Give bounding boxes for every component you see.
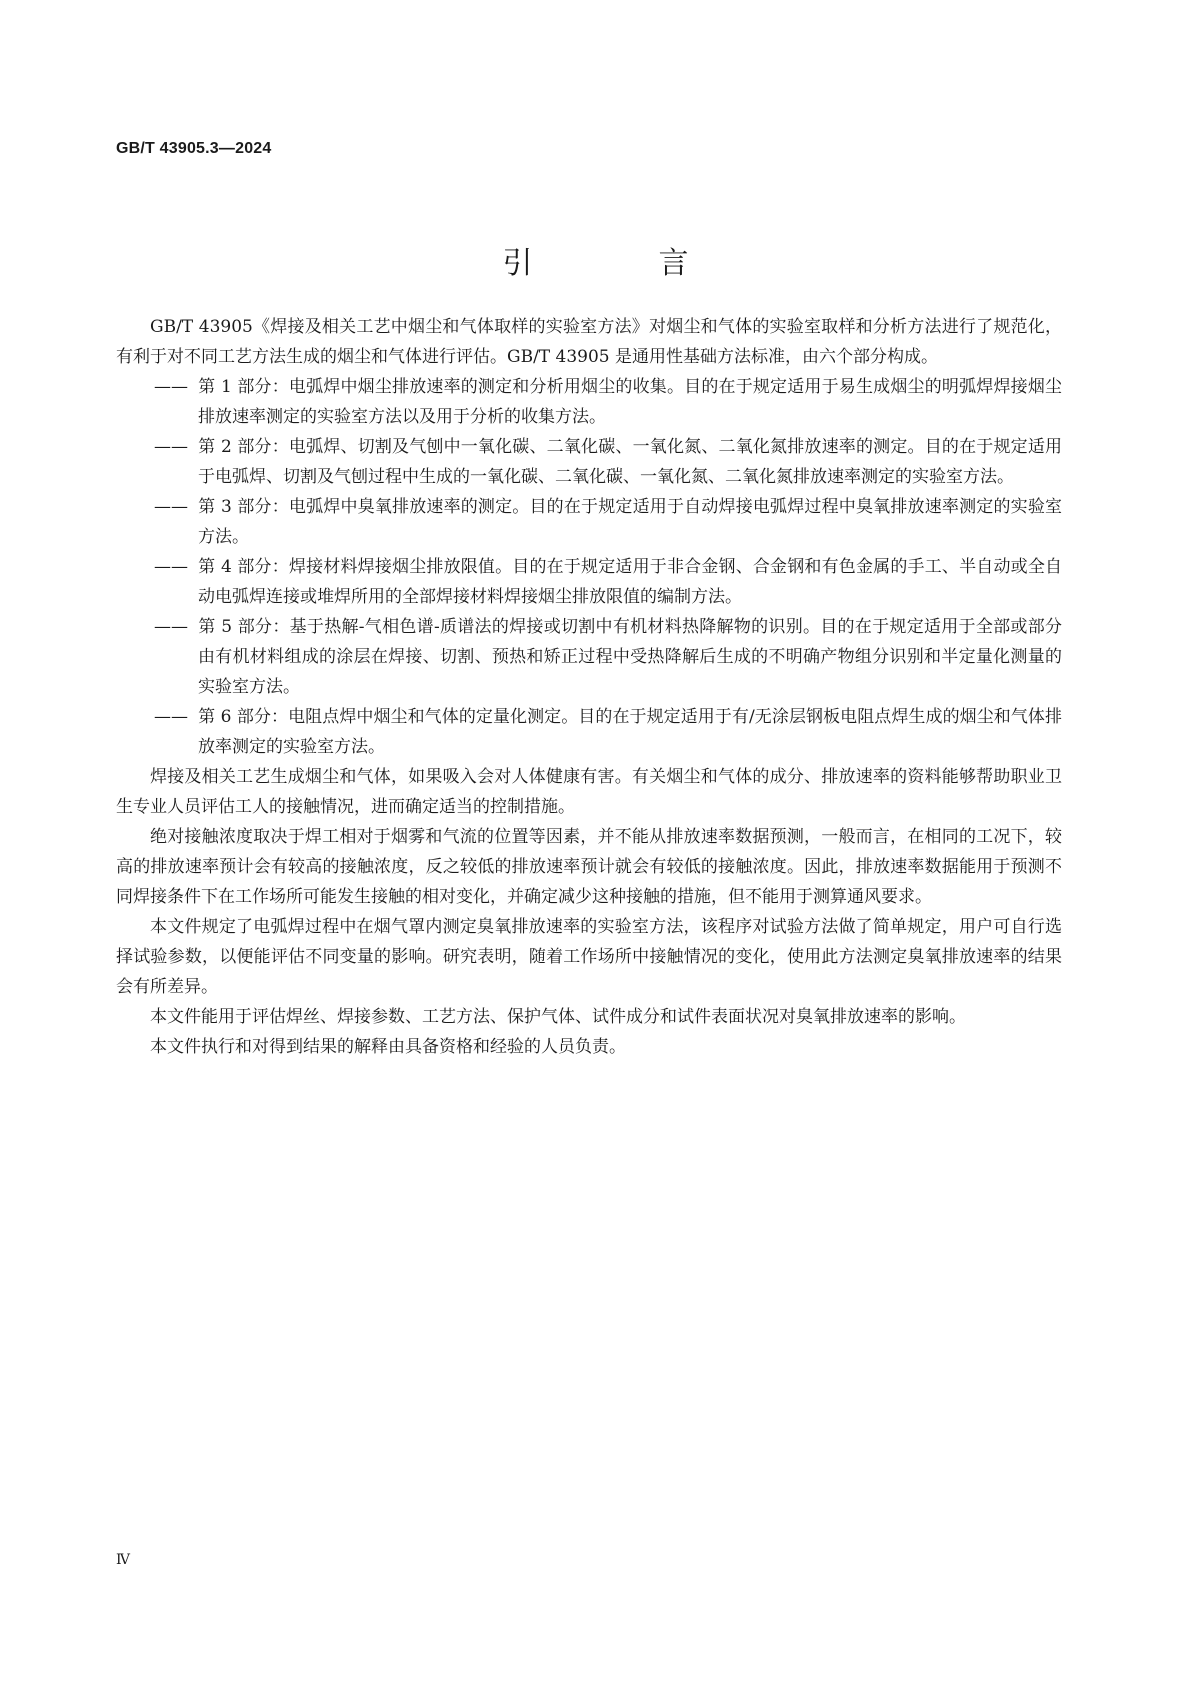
list-dash: ——	[154, 437, 188, 457]
intro-paragraph-5: 本文件能用于评估焊丝、焊接参数、工艺方法、保护气体、试件成分和试件表面状况对臭氧排放速率的影响。	[150, 1007, 966, 1027]
intro-paragraph-4: 本文件规定了电弧焊过程中在烟气罩内测定臭氧排放速率的实验室方法，该程序对试验方法做了简单规定，用户可自行选择试验参数，以便能评估不同变量的影响。研究表明，随着工作场所中接触情况的变化，使用此方法测定臭氧排放速率的结果会有所差异。	[116, 917, 1062, 997]
intro-paragraph-2: 焊接及相关工艺生成烟尘和气体，如果吸入会对人体健康有害。有关烟尘和气体的成分、排放速率的资料能够帮助职业卫生专业人员评估工人的接触情况，进而确定适当的控制措施。	[116, 767, 1062, 817]
list-item-text: 第 6 部分：电阻点焊中烟尘和气体的定量化测定。目的在于规定适用于有/无涂层钢板电阻点焊生成的烟尘和气体排放率测定的实验室方法。	[198, 707, 1062, 757]
intro-paragraph-6: 本文件执行和对得到结果的解释由具备资格和经验的人员负责。	[150, 1037, 626, 1057]
list-item-part-2	[116, 432, 1062, 492]
list-item-part-3	[116, 492, 1062, 552]
list-dash: ——	[154, 617, 188, 637]
list-dash: ——	[154, 497, 188, 517]
list-item-text: 第 5 部分：基于热解-气相色谱-质谱法的焊接或切割中有机材料热降解物的识别。目的在于规定适用于全部或部分由有机材料组成的涂层在焊接、切割、预热和矫正过程中受热降解后生成的不明确产物组分识别和半定量化测量的实验室方法。	[198, 617, 1062, 697]
list-dash: ——	[154, 557, 188, 577]
page-title: 引 言	[502, 246, 737, 281]
list-dash: ——	[154, 707, 188, 727]
list-item-text: 第 1 部分：电弧焊中烟尘排放速率的测定和分析用烟尘的收集。目的在于规定适用于易生成烟尘的明弧焊焊接烟尘排放速率测定的实验室方法以及用于分析的收集方法。	[198, 377, 1062, 427]
list-item-text: 第 4 部分：焊接材料焊接烟尘排放限值。目的在于规定适用于非合金钢、合金钢和有色金属的手工、半自动或全自动电弧焊连接或堆焊所用的全部焊接材料焊接烟尘排放限值的编制方法。	[198, 557, 1062, 607]
list-dash: ——	[154, 377, 188, 397]
standard-code: GB/T 43905.3—2024	[116, 140, 272, 157]
intro-paragraph-1: GB/T 43905《焊接及相关工艺中烟尘和气体取样的实验室方法》对烟尘和气体的实验室取样和分析方法进行了规范化，有利于对不同工艺方法生成的烟尘和气体进行评估。GB/T 43905 是通用性基础方法标准，由六个部分构成。	[116, 317, 1062, 367]
list-item-part-4	[116, 552, 1062, 612]
list-item-part-6	[116, 702, 1062, 762]
list-item-part-1	[116, 372, 1062, 432]
list-item-part-5	[116, 612, 1062, 702]
page-number: Ⅳ	[116, 1552, 130, 1568]
introduction-body	[116, 312, 1062, 1062]
list-item-text: 第 3 部分：电弧焊中臭氧排放速率的测定。目的在于规定适用于自动焊接电弧焊过程中臭氧排放速率测定的实验室方法。	[198, 497, 1062, 547]
intro-paragraph-3: 绝对接触浓度取决于焊工相对于烟雾和气流的位置等因素，并不能从排放速率数据预测，一般而言，在相同的工况下，较高的排放速率预计会有较高的接触浓度，反之较低的排放速率预计就会有较低的接触浓度。因此，排放速率数据能用于预测不同焊接条件下在工作场所可能发生接触的相对变化，并确定减少这种接触的措施，但不能用于测算通风要求。	[116, 827, 1062, 907]
list-item-text: 第 2 部分：电弧焊、切割及气刨中一氧化碳、二氧化碳、一氧化氮、二氧化氮排放速率的测定。目的在于规定适用于电弧焊、切割及气刨过程中生成的一氧化碳、二氧化碳、一氧化氮、二氧化氮排放速率测定的实验室方法。	[198, 437, 1062, 487]
